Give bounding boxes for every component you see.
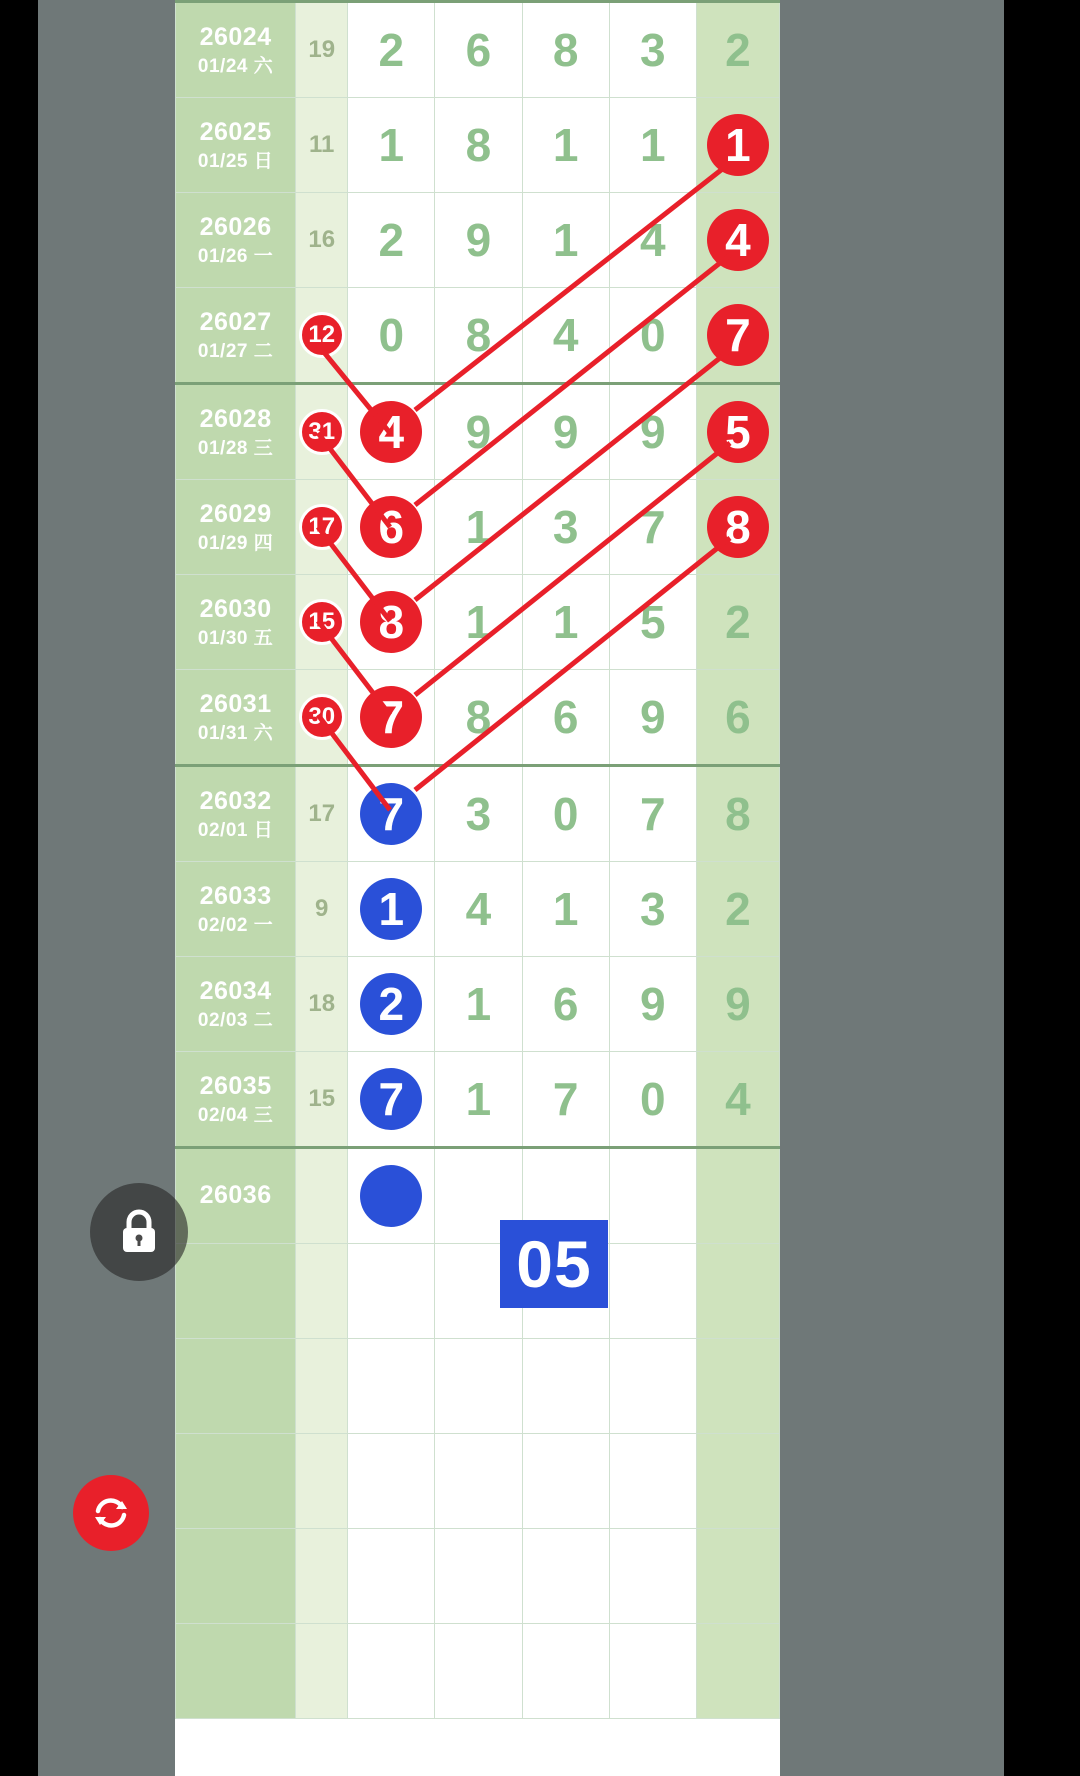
row-sum[interactable]: 2 bbox=[696, 2, 779, 98]
row-issue: 26026 01/26 一 bbox=[176, 193, 296, 288]
table-row[interactable] bbox=[176, 2, 780, 98]
row-issue: 26031 01/31 六 bbox=[176, 670, 296, 766]
row-digit-3[interactable]: 4 bbox=[609, 193, 696, 288]
empty-digit bbox=[348, 1434, 435, 1529]
row-digit-0[interactable] bbox=[348, 1052, 435, 1148]
digit-0-red-marker[interactable]: 4 bbox=[360, 401, 422, 463]
lock-icon bbox=[117, 1207, 161, 1257]
empty-digit bbox=[348, 1529, 435, 1624]
table-row-empty bbox=[176, 1624, 780, 1719]
empty-digit bbox=[435, 1624, 522, 1719]
selected-value-tag: 05 bbox=[500, 1220, 608, 1308]
table-row-empty bbox=[176, 1434, 780, 1529]
empty-span bbox=[296, 1434, 348, 1529]
empty-digit bbox=[522, 1624, 609, 1719]
empty-issue bbox=[176, 1624, 296, 1719]
row-digit-2[interactable]: 1 bbox=[522, 575, 609, 670]
row-issue: 26034 02/03 二 bbox=[176, 957, 296, 1052]
row-digit-3[interactable]: 9 bbox=[609, 957, 696, 1052]
row-sum[interactable]: 6 bbox=[696, 670, 779, 766]
row-sum[interactable]: 4 bbox=[696, 1052, 779, 1148]
row-digit-1[interactable]: 9 bbox=[435, 384, 522, 480]
row-sum[interactable]: 9 bbox=[696, 957, 779, 1052]
row-digit-1[interactable]: 8 bbox=[435, 670, 522, 766]
row-digit-0[interactable]: 2 bbox=[348, 193, 435, 288]
empty-digit bbox=[522, 1434, 609, 1529]
row-digit-3[interactable]: 0 bbox=[609, 288, 696, 384]
row-digit-2[interactable]: 1 bbox=[522, 862, 609, 957]
digit-0-red-marker[interactable]: 8 bbox=[360, 591, 422, 653]
row-issue: 26027 01/27 二 bbox=[176, 288, 296, 384]
row-digit-0[interactable] bbox=[348, 862, 435, 957]
row-digit-3[interactable]: 7 bbox=[609, 766, 696, 862]
row-digit-2[interactable]: 1 bbox=[522, 98, 609, 193]
row-digit-3[interactable]: 7 bbox=[609, 480, 696, 575]
row-digit-2[interactable]: 3 bbox=[522, 480, 609, 575]
row-span[interactable]: 17 bbox=[296, 766, 348, 862]
row-span[interactable] bbox=[296, 480, 348, 575]
sum-red-marker[interactable]: 5 bbox=[707, 401, 769, 463]
empty-sum bbox=[696, 1434, 779, 1529]
table-row[interactable] bbox=[176, 575, 780, 670]
sum-red-marker[interactable]: 4 bbox=[707, 209, 769, 271]
empty-digit bbox=[348, 1624, 435, 1719]
table-row[interactable] bbox=[176, 670, 780, 766]
trend-table[interactable] bbox=[175, 0, 780, 1719]
empty-sum bbox=[696, 1624, 779, 1719]
row-digit-0[interactable]: 2 bbox=[348, 2, 435, 98]
empty-span bbox=[296, 1624, 348, 1719]
row-digit-1[interactable]: 8 bbox=[435, 98, 522, 193]
row-digit-3[interactable]: 5 bbox=[609, 575, 696, 670]
digit-0-blue-marker[interactable]: 7 bbox=[360, 783, 422, 845]
row-span[interactable]: 11 bbox=[296, 98, 348, 193]
empty-digit bbox=[609, 1339, 696, 1434]
empty-sum bbox=[696, 1244, 779, 1339]
row-digit-2[interactable]: 9 bbox=[522, 384, 609, 480]
row-issue: 26029 01/29 四 bbox=[176, 480, 296, 575]
row-sum[interactable] bbox=[696, 480, 779, 575]
table-row[interactable] bbox=[176, 288, 780, 384]
sum-red-marker[interactable]: 1 bbox=[707, 114, 769, 176]
empty-digit bbox=[609, 1529, 696, 1624]
table-row[interactable] bbox=[176, 862, 780, 957]
row-digit-2[interactable]: 8 bbox=[522, 2, 609, 98]
empty-digit bbox=[348, 1244, 435, 1339]
table-row-empty bbox=[176, 1244, 780, 1339]
row-digit-1[interactable]: 4 bbox=[435, 862, 522, 957]
table-row[interactable] bbox=[176, 98, 780, 193]
row-span[interactable]: 15 bbox=[296, 1052, 348, 1148]
row-digit-0[interactable] bbox=[348, 766, 435, 862]
empty-digit bbox=[522, 1529, 609, 1624]
row-span[interactable]: 19 bbox=[296, 2, 348, 98]
row-digit-3[interactable]: 9 bbox=[609, 384, 696, 480]
empty-span bbox=[296, 1244, 348, 1339]
empty-digit bbox=[348, 1339, 435, 1434]
digit-0-blue-marker[interactable]: 1 bbox=[360, 878, 422, 940]
row-issue: 26025 01/25 日 bbox=[176, 98, 296, 193]
refresh-icon bbox=[89, 1491, 133, 1535]
digit-0-red-marker[interactable]: 7 bbox=[360, 686, 422, 748]
row-span[interactable] bbox=[296, 1148, 348, 1244]
row-digit-0[interactable]: 0 bbox=[348, 288, 435, 384]
row-digit-1[interactable]: 9 bbox=[435, 193, 522, 288]
row-digit-1[interactable]: 8 bbox=[435, 288, 522, 384]
row-issue: 26032 02/01 日 bbox=[176, 766, 296, 862]
empty-issue bbox=[176, 1244, 296, 1339]
row-digit-2[interactable]: 4 bbox=[522, 288, 609, 384]
row-issue: 26028 01/28 三 bbox=[176, 384, 296, 480]
row-digit-3[interactable]: 9 bbox=[609, 670, 696, 766]
row-sum[interactable] bbox=[696, 98, 779, 193]
row-digit-0[interactable] bbox=[348, 670, 435, 766]
row-digit-3[interactable]: 3 bbox=[609, 862, 696, 957]
row-sum[interactable]: 8 bbox=[696, 766, 779, 862]
row-digit-2[interactable]: 1 bbox=[522, 193, 609, 288]
empty-digit bbox=[435, 1339, 522, 1434]
span-small-marker[interactable]: 17 bbox=[299, 504, 345, 550]
row-span[interactable]: 9 bbox=[296, 862, 348, 957]
row-digit-3[interactable]: 3 bbox=[609, 2, 696, 98]
digit-0-pending-marker[interactable] bbox=[360, 1165, 422, 1227]
row-sum[interactable] bbox=[696, 288, 779, 384]
row-span[interactable] bbox=[296, 384, 348, 480]
row-digit-0[interactable] bbox=[348, 957, 435, 1052]
sum-red-marker[interactable]: 8 bbox=[707, 496, 769, 558]
row-digit-1[interactable]: 3 bbox=[435, 766, 522, 862]
empty-span bbox=[296, 1529, 348, 1624]
row-digit-0[interactable] bbox=[348, 384, 435, 480]
empty-digit bbox=[609, 1624, 696, 1719]
row-issue: 26033 02/02 一 bbox=[176, 862, 296, 957]
row-digit-1[interactable]: 1 bbox=[435, 1052, 522, 1148]
row-digit-0[interactable]: 1 bbox=[348, 98, 435, 193]
span-small-marker[interactable]: 30 bbox=[299, 694, 345, 740]
row-sum[interactable] bbox=[696, 384, 779, 480]
empty-issue bbox=[176, 1434, 296, 1529]
row-sum[interactable]: 2 bbox=[696, 575, 779, 670]
row-digit-0[interactable] bbox=[348, 575, 435, 670]
empty-digit bbox=[609, 1244, 696, 1339]
row-digit-2[interactable]: 6 bbox=[522, 957, 609, 1052]
row-sum[interactable]: 2 bbox=[696, 862, 779, 957]
row-span[interactable] bbox=[296, 288, 348, 384]
span-small-marker[interactable]: 12 bbox=[299, 312, 345, 358]
span-small-marker[interactable]: 31 bbox=[299, 409, 345, 455]
row-span[interactable] bbox=[296, 670, 348, 766]
table-row[interactable] bbox=[176, 957, 780, 1052]
digit-0-blue-marker[interactable]: 7 bbox=[360, 1068, 422, 1130]
row-digit-1[interactable]: 6 bbox=[435, 2, 522, 98]
span-small-marker[interactable]: 15 bbox=[299, 599, 345, 645]
row-digit-1[interactable]: 1 bbox=[435, 480, 522, 575]
sum-red-marker[interactable]: 7 bbox=[707, 304, 769, 366]
table-row-empty bbox=[176, 1339, 780, 1434]
empty-sum bbox=[696, 1529, 779, 1624]
row-span[interactable]: 16 bbox=[296, 193, 348, 288]
empty-digit bbox=[609, 1434, 696, 1529]
empty-issue bbox=[176, 1339, 296, 1434]
table-row[interactable] bbox=[176, 766, 780, 862]
empty-digit bbox=[435, 1529, 522, 1624]
row-issue: 26024 01/24 六 bbox=[176, 2, 296, 98]
row-digit-3[interactable] bbox=[609, 1148, 696, 1244]
lock-button[interactable] bbox=[90, 1183, 188, 1281]
row-sum[interactable] bbox=[696, 193, 779, 288]
row-sum[interactable] bbox=[696, 1148, 779, 1244]
table-row[interactable] bbox=[176, 193, 780, 288]
table-row[interactable] bbox=[176, 384, 780, 480]
row-digit-3[interactable]: 0 bbox=[609, 1052, 696, 1148]
row-digit-1[interactable]: 1 bbox=[435, 957, 522, 1052]
empty-span bbox=[296, 1339, 348, 1434]
refresh-button[interactable] bbox=[73, 1475, 149, 1551]
table-row[interactable] bbox=[176, 1148, 780, 1244]
empty-issue bbox=[176, 1529, 296, 1624]
row-digit-0[interactable] bbox=[348, 480, 435, 575]
empty-digit bbox=[522, 1339, 609, 1434]
row-issue: 26035 02/04 三 bbox=[176, 1052, 296, 1148]
row-digit-2[interactable]: 0 bbox=[522, 766, 609, 862]
row-issue: 26030 01/30 五 bbox=[176, 575, 296, 670]
table-row-empty bbox=[176, 1529, 780, 1624]
lottery-trend-chart[interactable] bbox=[175, 0, 780, 1776]
row-issue: 26036 bbox=[176, 1148, 296, 1244]
empty-digit bbox=[435, 1434, 522, 1529]
row-digit-1[interactable]: 1 bbox=[435, 575, 522, 670]
digit-0-red-marker[interactable]: 6 bbox=[360, 496, 422, 558]
row-digit-2[interactable]: 7 bbox=[522, 1052, 609, 1148]
table-row[interactable] bbox=[176, 1052, 780, 1148]
row-span[interactable]: 18 bbox=[296, 957, 348, 1052]
empty-sum bbox=[696, 1339, 779, 1434]
row-digit-0[interactable] bbox=[348, 1148, 435, 1244]
row-digit-3[interactable]: 1 bbox=[609, 98, 696, 193]
row-digit-2[interactable]: 6 bbox=[522, 670, 609, 766]
table-row[interactable] bbox=[176, 480, 780, 575]
digit-0-blue-marker[interactable]: 2 bbox=[360, 973, 422, 1035]
row-span[interactable] bbox=[296, 575, 348, 670]
